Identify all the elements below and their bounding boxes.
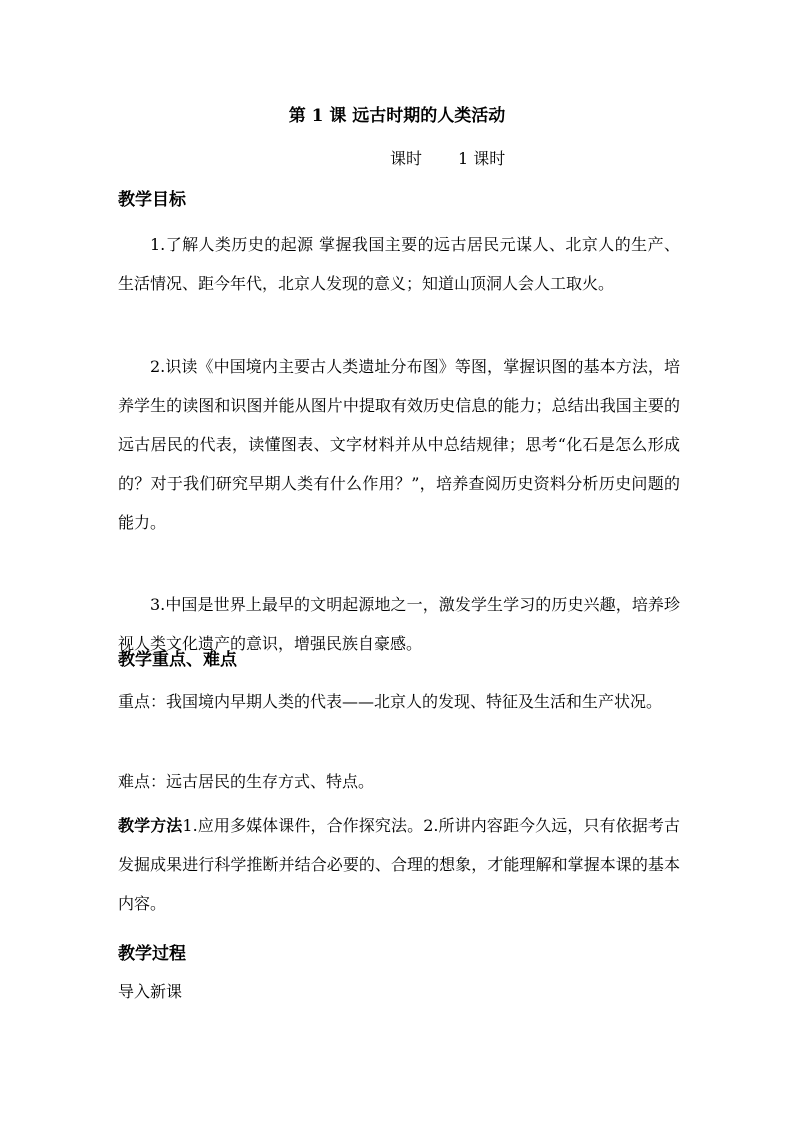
objective-2: 2.识读《中国境内主要古人类遗址分布图》等图，掌握识图的基本方法，培养学生的读图和识图并能从图片中提取有效历史信息的能力；总结出我国主要的远古居民的代表，读懂图表、文字材料并从中总结规律；思考“化石是怎么形成的？对于我们研究早期人类有什么作用？”，培养查阅历史资料分析历史问题的能力。: [118, 357, 680, 532]
intro-line: 导入新课: [118, 982, 183, 1001]
class-period-line: [390, 147, 505, 171]
period-value: 1 课时: [458, 149, 506, 168]
lesson-title: 第 1 课 远古时期的人类活动: [288, 106, 506, 126]
difficult-point: 难点：远古居民的生存方式、特点。: [118, 772, 375, 791]
methods-label: 教学方法: [118, 816, 183, 835]
period-label: 课时: [390, 149, 423, 168]
methods-text: 1.应用多媒体课件，合作探究法。2.所讲内容距今久远，只有依据考古发掘成果进行科学推断并结合必要的、合理的想象，才能理解和掌握本课的基本内容。: [118, 816, 680, 913]
objective-3: 3.中国是世界上最早的文明起源地之一，激发学生学习的历史兴趣，培养珍视人类文化遗产的意识，增强民族自豪感。: [118, 595, 680, 653]
objectives-heading: 教学目标: [118, 190, 186, 210]
key-points-heading: 教学重点、难点: [118, 650, 237, 670]
objective-1: 1.了解人类历史的起源 掌握我国主要的远古居民元谋人、北京人的生产、生活情况、距今年代，北京人发现的意义；知道山顶洞人会人工取火。: [118, 235, 680, 293]
process-heading: 教学过程: [118, 944, 186, 964]
teaching-methods: [118, 806, 680, 923]
key-point: 重点：我国境内早期人类的代表——北京人的发现、特征及生活和生产状况。: [118, 692, 663, 711]
